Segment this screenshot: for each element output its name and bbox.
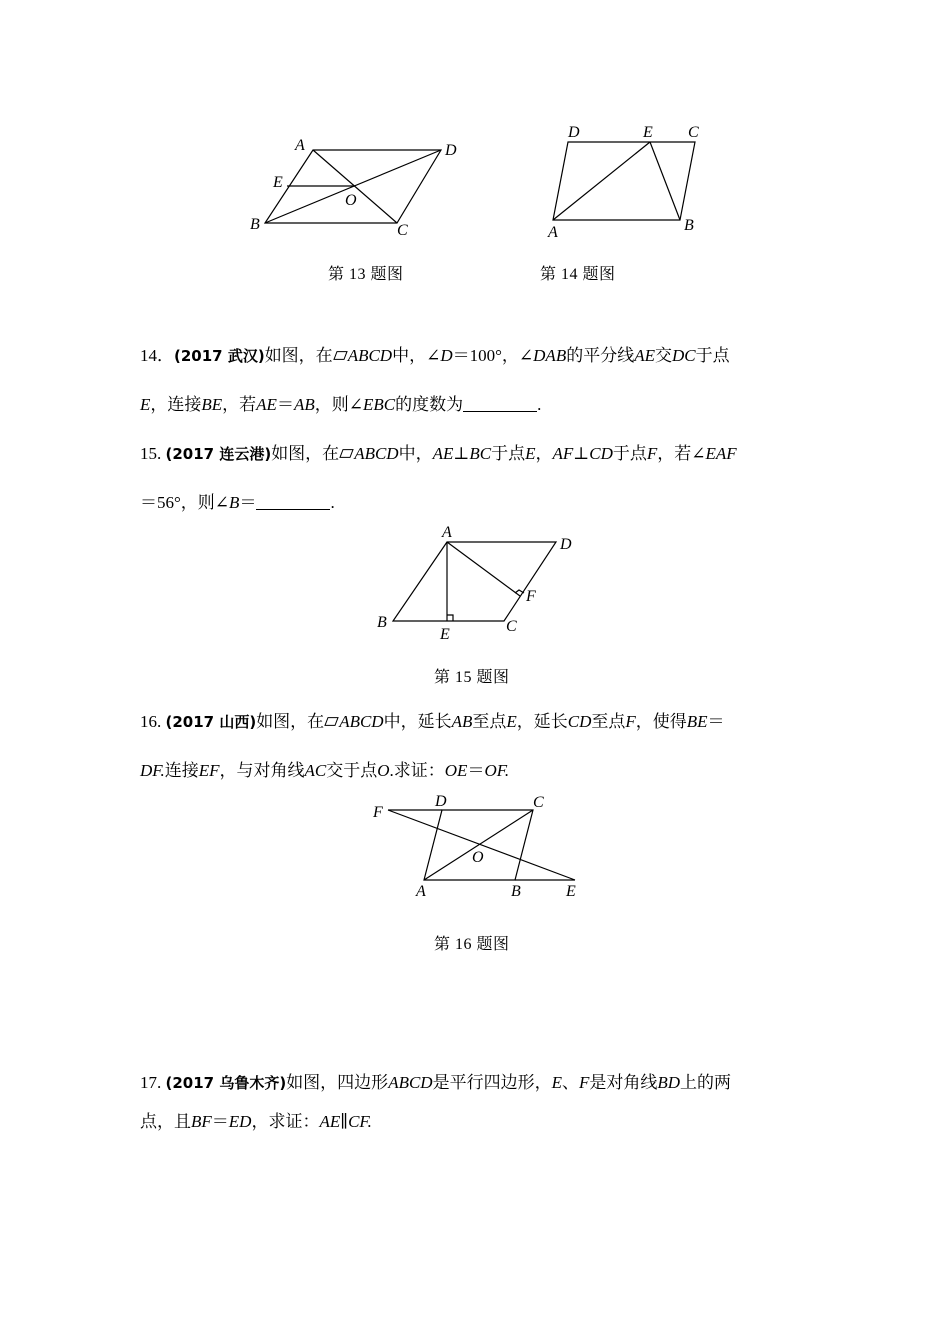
figure-16-diagram	[370, 790, 590, 902]
figure-14-caption: 第 14 题图	[540, 266, 616, 283]
question-17-line-2: 点，且BF＝ED，求证：AE∥CF.	[140, 1112, 372, 1131]
segment-eb	[650, 142, 680, 220]
label-o: O	[345, 192, 357, 209]
right-angle-mark-f	[515, 590, 524, 593]
figure-15-diagram	[370, 522, 590, 647]
parallelogram-symbol	[339, 449, 354, 458]
label-d: D	[435, 793, 447, 810]
figure-13-caption: 第 13 题图	[328, 266, 404, 283]
figure-13	[245, 135, 465, 245]
label-d: D	[568, 124, 580, 141]
figure-14-diagram	[540, 120, 710, 245]
segment-af	[447, 542, 520, 596]
question-16-line-2: DF.连接EF，与对角线AC交于点O.求证：OE＝OF.	[140, 761, 510, 780]
label-a: A	[295, 137, 305, 154]
answer-blank[interactable]	[463, 395, 537, 412]
question-14-line-2: E，连接BE，若AE＝AB，则∠EBC的度数为 .	[140, 395, 542, 414]
question-16: 16. (2017 山西)如图，在 ABCD中，延长AB至点E，延长CD至点F，使得BE＝	[140, 712, 725, 731]
label-a: A	[416, 883, 426, 900]
label-d: D	[445, 142, 457, 159]
segment-ae	[553, 142, 650, 220]
label-a: A	[442, 524, 452, 541]
question-17: 17. (2017 乌鲁木齐)如图，四边形ABCD是平行四边形，E、F是对角线BD上的两	[140, 1073, 732, 1092]
figure-15-caption: 第 15 题图	[434, 669, 510, 686]
label-d: D	[560, 536, 572, 553]
label-e: E	[273, 174, 283, 191]
question-15-line-2: ＝56°，则∠B＝ .	[140, 493, 335, 512]
label-b: B	[684, 217, 694, 234]
label-f: F	[373, 804, 383, 821]
answer-blank[interactable]	[256, 493, 330, 510]
label-c: C	[688, 124, 699, 141]
figure-16-caption: 第 16 题图	[434, 936, 510, 953]
figure-16	[370, 790, 590, 902]
label-e: E	[566, 883, 576, 900]
figure-14	[540, 120, 710, 245]
label-e: E	[643, 124, 653, 141]
label-b: B	[511, 883, 521, 900]
question-14: 14．(2017 武汉)如图，在 ABCD中，∠D＝100°，∠DAB的平分线AE交DC于点	[140, 346, 730, 365]
label-f: F	[526, 588, 536, 605]
parallelogram-abcd	[393, 542, 556, 621]
parallelogram-symbol	[324, 717, 339, 726]
figure-15	[370, 522, 590, 647]
label-b: B	[377, 614, 387, 631]
figure-13-diagram	[245, 135, 465, 245]
label-c: C	[506, 618, 517, 635]
right-angle-mark-e	[447, 615, 453, 621]
label-c: C	[397, 222, 408, 239]
question-15: 15. (2017 连云港)如图，在 ABCD中，AE⊥BC于点E，AF⊥CD于点F，若∠EAF	[140, 444, 737, 463]
label-a: A	[548, 224, 558, 241]
label-b: B	[250, 216, 260, 233]
parallelogram-abcd	[553, 142, 695, 220]
label-c: C	[533, 794, 544, 811]
segment-ef	[388, 810, 575, 880]
parallelogram-symbol	[333, 351, 348, 360]
label-e: E	[440, 626, 450, 643]
diagonal-ac	[424, 810, 533, 880]
label-o: O	[472, 849, 484, 866]
